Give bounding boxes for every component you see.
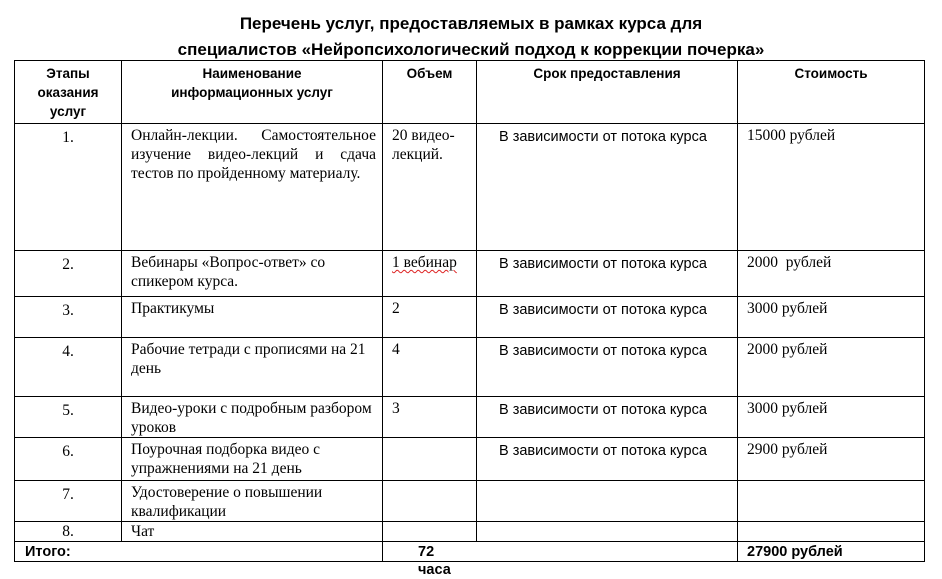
total-label [15,542,451,578]
table-row [15,124,925,251]
document-title-line1: Перечень услуг, предоставляемых в рамках курса для [239,14,703,33]
row-cost: 3000 рублей [738,297,925,338]
row-volume: 3 [383,397,477,438]
row-cost: 2000 рублей [738,338,925,397]
row-cost [738,522,925,542]
row-volume [383,481,477,522]
table-total-row [15,542,925,562]
row-cost: 3000 рублей [738,397,925,438]
table-row [15,397,925,438]
row-service-name: Онлайн-лекции. Самостоятельное изучение видео-лекций и сдача тестов по пройденному материалу. [122,124,383,251]
row-service-name: Чат [122,522,383,542]
row-volume: 2 [383,297,477,338]
row-term [477,481,738,522]
header-stage: Этапы оказания услуг [15,61,122,124]
row-service-name: Рабочие тетради с прописями на 21 день [122,338,383,397]
row-number: 7. [15,481,122,522]
row-volume [383,522,477,542]
row-term: В зависимости от потока курса [477,438,738,481]
row-term: В зависимости от потока курса [477,124,738,251]
row-volume [383,251,477,297]
table-row [15,338,925,397]
table-row [15,481,925,522]
row-term: В зависимости от потока курса [477,397,738,438]
row-number: 1. [15,124,122,251]
table-header-row [15,61,925,124]
row-service-name: Практикумы [122,297,383,338]
row-term: В зависимости от потока курса [477,251,738,297]
header-term: Срок предоставления [477,61,738,124]
row-term [477,522,738,542]
row-volume-text: 1 вебинар [392,254,457,271]
row-cost: 15000 рублей [738,124,925,251]
document-title-line2: специалистов «Нейропсихологический подход к коррекции почерка» [177,40,765,59]
row-cost: 2000 рублей [738,251,925,297]
row-number: 5. [15,397,122,438]
header-name: Наименование информационных услуг [122,61,383,124]
row-service-name: Видео-уроки с подробным разбором уроков [122,397,383,438]
row-cost [738,481,925,522]
row-service-name: Поурочная подборка видео с упражнениями на 21 день [122,438,383,481]
row-number: 2. [15,251,122,297]
row-volume [383,438,477,481]
row-cost: 2900 рублей [738,438,925,481]
table-row [15,438,925,481]
total-label-text: Итого: [25,544,71,560]
row-number: 6. [15,438,122,481]
row-number: 3. [15,297,122,338]
header-volume: Объем [383,61,477,124]
total-cost: 27900 рублей [738,542,925,562]
table-row [15,251,925,297]
row-term: В зависимости от потока курса [477,297,738,338]
row-volume: 4 [383,338,477,397]
total-hours: 72 часа [418,544,451,578]
row-service-name: Удостоверение о повышении квалификации [122,481,383,522]
row-service-name: Вебинары «Вопрос-ответ» со спикером курса. [122,251,383,297]
table-row [15,297,925,338]
services-table [14,60,925,578]
row-term: В зависимости от потока курса [477,338,738,397]
row-number: 4. [15,338,122,397]
row-number: 8. [15,522,122,542]
table-row [15,522,925,542]
header-cost: Стоимость [738,61,925,124]
row-volume: 20 видео-лекций. [383,124,477,251]
